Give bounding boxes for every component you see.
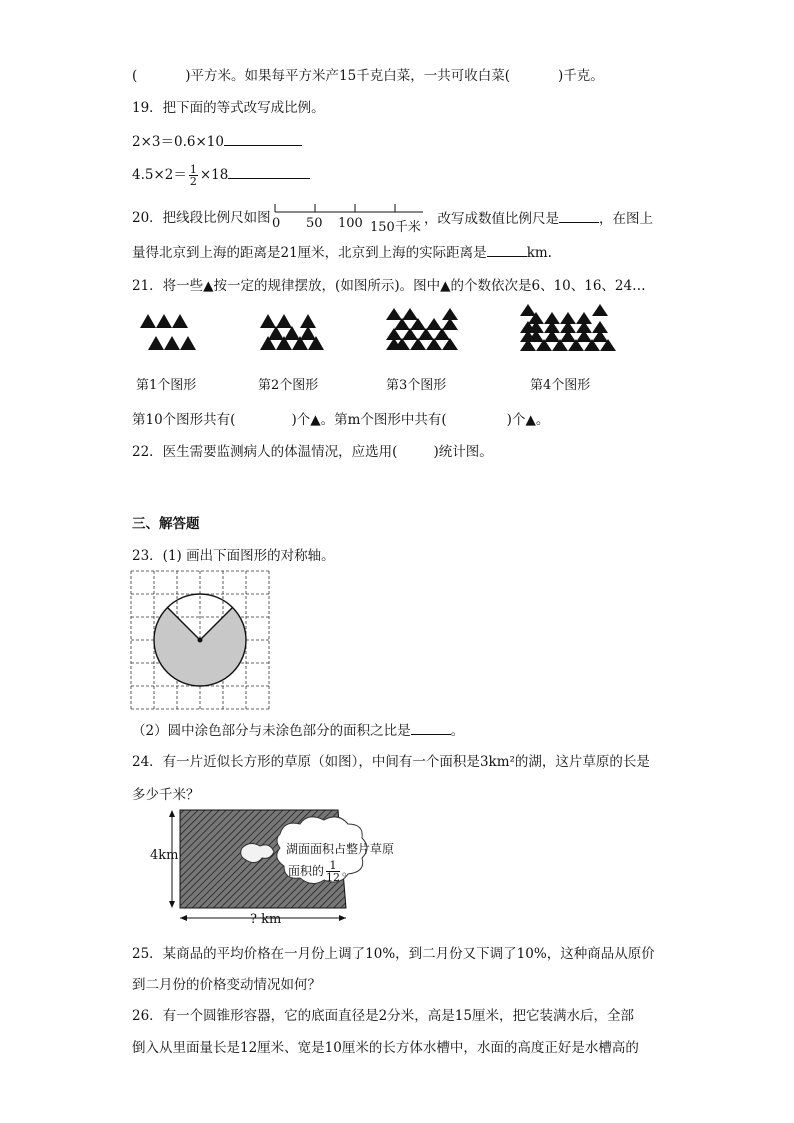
q26-line2: 倒入从里面量长是12厘米、宽是10厘米的长方体水槽中，水面的高度正好是水槽高的 <box>132 1040 639 1056</box>
bubble-line1: 湖面面积占整片草原 <box>286 842 395 856</box>
q19-eq1: 2×3＝0.6×10 <box>132 131 302 152</box>
bubble-line2: 面积的 $\frac{1}{12}$ 。 <box>288 859 355 884</box>
answer-blank[interactable] <box>411 720 451 735</box>
figure-2 <box>260 314 324 350</box>
answer-blank[interactable] <box>487 242 527 257</box>
q23-part2: （2）圆中涂色部分与未涂色部分的面积之比是 。 <box>132 720 464 741</box>
q24-line1: 24．有一片近似长方形的草原（如图），中间有一个面积是3km²的湖，这片草原的长是 <box>132 754 650 770</box>
answer-blank[interactable] <box>559 208 599 223</box>
q24-line2: 多少千米？ <box>132 787 200 803</box>
q22-line: 22．医生需要监测病人的体温情况，应选用( )统计图。 <box>132 444 493 460</box>
scale-label-100: 100 <box>338 216 363 231</box>
q25-line2: 到二月份的价格变动情况如何？ <box>132 977 321 993</box>
answer-blank[interactable] <box>224 131 302 146</box>
width-label: ? km <box>250 912 282 927</box>
q20-line1-post: ，改写成数值比例尺是 ，在图上 <box>424 208 653 229</box>
grid-circle-figure <box>131 571 271 711</box>
grassland-figure <box>150 808 410 928</box>
q26-line1: 26．有一个圆锥形容器，它的底面直径是2分米，高是15厘米，把它装满水后，全部 <box>132 1008 634 1024</box>
figure-3 <box>386 308 458 350</box>
scale-label-150: 150千米 <box>370 220 421 235</box>
fraction: $\frac{1}{2}$ <box>189 163 197 188</box>
figure-caption-3: 第3个图形 <box>386 378 447 393</box>
figure-caption-4: 第4个图形 <box>530 378 591 393</box>
q20-line2: 量得北京到上海的距离是21厘米，北京到上海的实际距离是 km. <box>132 242 552 263</box>
height-label: 4km <box>150 848 179 863</box>
q25-line1: 25．某商品的平均价格在一月份上调了10%，到二月份又下调了10%，这种商品从原价 <box>132 946 655 962</box>
q20-line1: 20．把线段比例尺如图 <box>132 210 271 226</box>
q23-part1: 23．(1) 画出下面图形的对称轴。 <box>132 548 335 564</box>
triangle-figures <box>140 308 620 368</box>
figure-caption-2: 第2个图形 <box>258 378 319 393</box>
scale-label-50: 50 <box>306 216 323 231</box>
fraction: $\frac{1}{12}$ <box>326 859 341 884</box>
figure-caption-1: 第1个图形 <box>136 378 197 393</box>
figure-1 <box>140 314 196 350</box>
q21-question: 第10个图形共有( )个▲。第m个图形中共有( )个▲。 <box>132 412 550 428</box>
q18-tail-line: ( )平方米。如果每平方米产15千克白菜，一共可收白菜( )千克。 <box>132 68 604 84</box>
q19-stem: 19．把下面的等式改写成比例。 <box>132 100 325 116</box>
q19-eq2: 4.5×2＝ $\frac{1}{2}$ ×18 <box>132 164 310 187</box>
scale-label-0: 0 <box>272 216 281 231</box>
section-title: 三、解答题 <box>132 516 200 532</box>
answer-blank[interactable] <box>228 164 310 179</box>
q21-stem: 21．将一些▲按一定的规律摆放，(如图所示)。图中▲的个数依次是6、10、16、24… <box>132 278 646 294</box>
figure-4 <box>520 304 616 351</box>
